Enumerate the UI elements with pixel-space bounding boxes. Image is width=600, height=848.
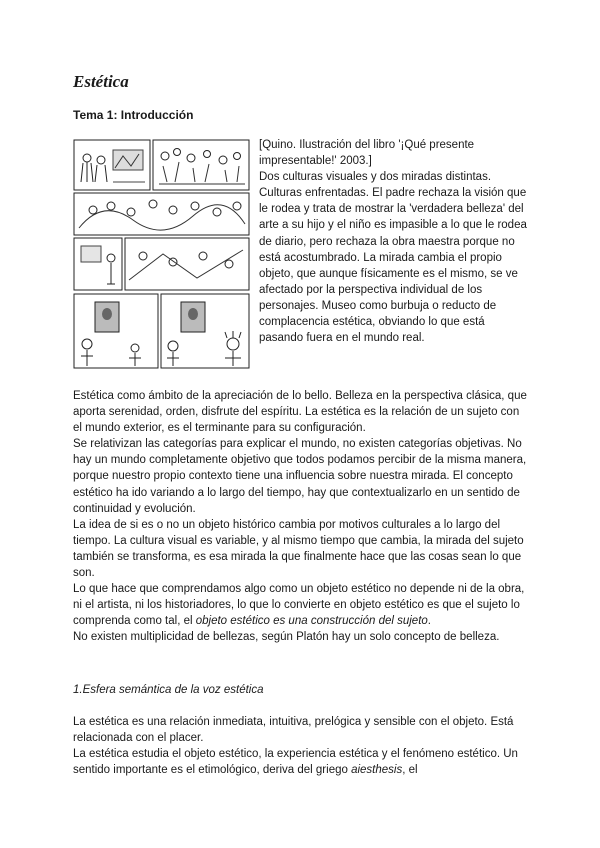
caption-analysis: Dos culturas visuales y dos miradas distintas. Culturas enfrentadas. El padre rechaza la visión que le rodea y trata de mostrar la 'verdadera belleza' del arte a su hijo y el niño es impasible a lo que le rodea de diario, pero rechaza la obra maestra porque no está acostumbrado. La mirada cambia el propio objeto, que aunque físicamente es el mismo, se ve afectado por la perspectiva individual de los personajes. Museo como burbuja o reducto de complacencia estética, obviando lo que está pasando fuera en el mundo real. [259,171,527,345]
etymology-emphasis: aiesthesis [351,764,403,777]
object-text-after: . [427,615,431,628]
comic-panel-2 [153,140,249,190]
paragraph-aesthetic-object [73,581,528,629]
comic-panel-5 [125,238,249,290]
etymology-text-after: , el [402,764,418,777]
intro-text [73,388,528,646]
object-emphasis: objeto estético es una construcción del sujeto [195,615,428,628]
paragraph-relativism: Se relativizan las categorías para explicar el mundo, no existen categorías objetivas. No hay un mundo completamente objetivo que todos podamos percibir de la misma manera, porque nuestro propio contexto tiene una influencia sobre nuestra mirada. El concepto estético ha ido variando a lo largo del tiempo, hay que contextualizarlo en un sentido de continuidad y evolución. [73,438,527,515]
topic-heading: Tema 1: Introducción [73,108,194,122]
object-text-before: Lo que hace que comprendamos algo como un objeto estético no depende ni de la obra, ni el artista, ni los historiadores, lo que lo convierte en objeto estético es que el sujeto lo comprenda como tal, el [73,583,525,628]
section-text [73,714,528,778]
paragraph-etymology [73,746,528,778]
paragraph-immediate-relation: La estética es una relación inmediata, intuitiva, prelógica y sensible con el objeto. Está relacionada con el placer. [73,716,514,745]
comic-panel-4 [74,238,122,290]
paragraph-visual-culture: La idea de si es o no un objeto histórico cambia por motivos culturales a lo largo del tiempo. La cultura visual es variable, y al mismo tiempo que cambia, la mirada del sujeto también se transforma, es esa mirada la que finalmente hace que las cosas sean lo que son. [73,518,524,580]
etymology-text-before: La estética estudia el objeto estético, la experiencia estética y el fenómeno estético. Un sentido importante es el etimológico, deriva del griego [73,748,518,777]
comic-panel-3 [74,193,249,235]
comic-panel-7 [161,294,249,368]
quino-comic-strip [73,138,251,370]
paragraph-plato: No existen multiplicidad de bellezas, según Platón hay un solo concepto de belleza. [73,631,500,644]
paragraph-aesthetics-definition: Estética como ámbito de la apreciación de lo bello. Belleza en la perspectiva clásica, que aporta serenidad, orden, disfrute del espíritu. La estética es la relación de un sujeto con el mundo exterior, es el terminante para su configuración. [73,390,527,435]
comic-panel-1 [74,140,150,190]
comic-panel-6 [74,294,158,368]
caption-source: [Quino. Ilustración del libro '¡Qué presente impresentable!' 2003.] [259,139,475,168]
comic-caption [259,137,527,346]
section-heading: 1.Esfera semántica de la voz estética [73,684,264,696]
document-title: Estética [73,72,129,91]
